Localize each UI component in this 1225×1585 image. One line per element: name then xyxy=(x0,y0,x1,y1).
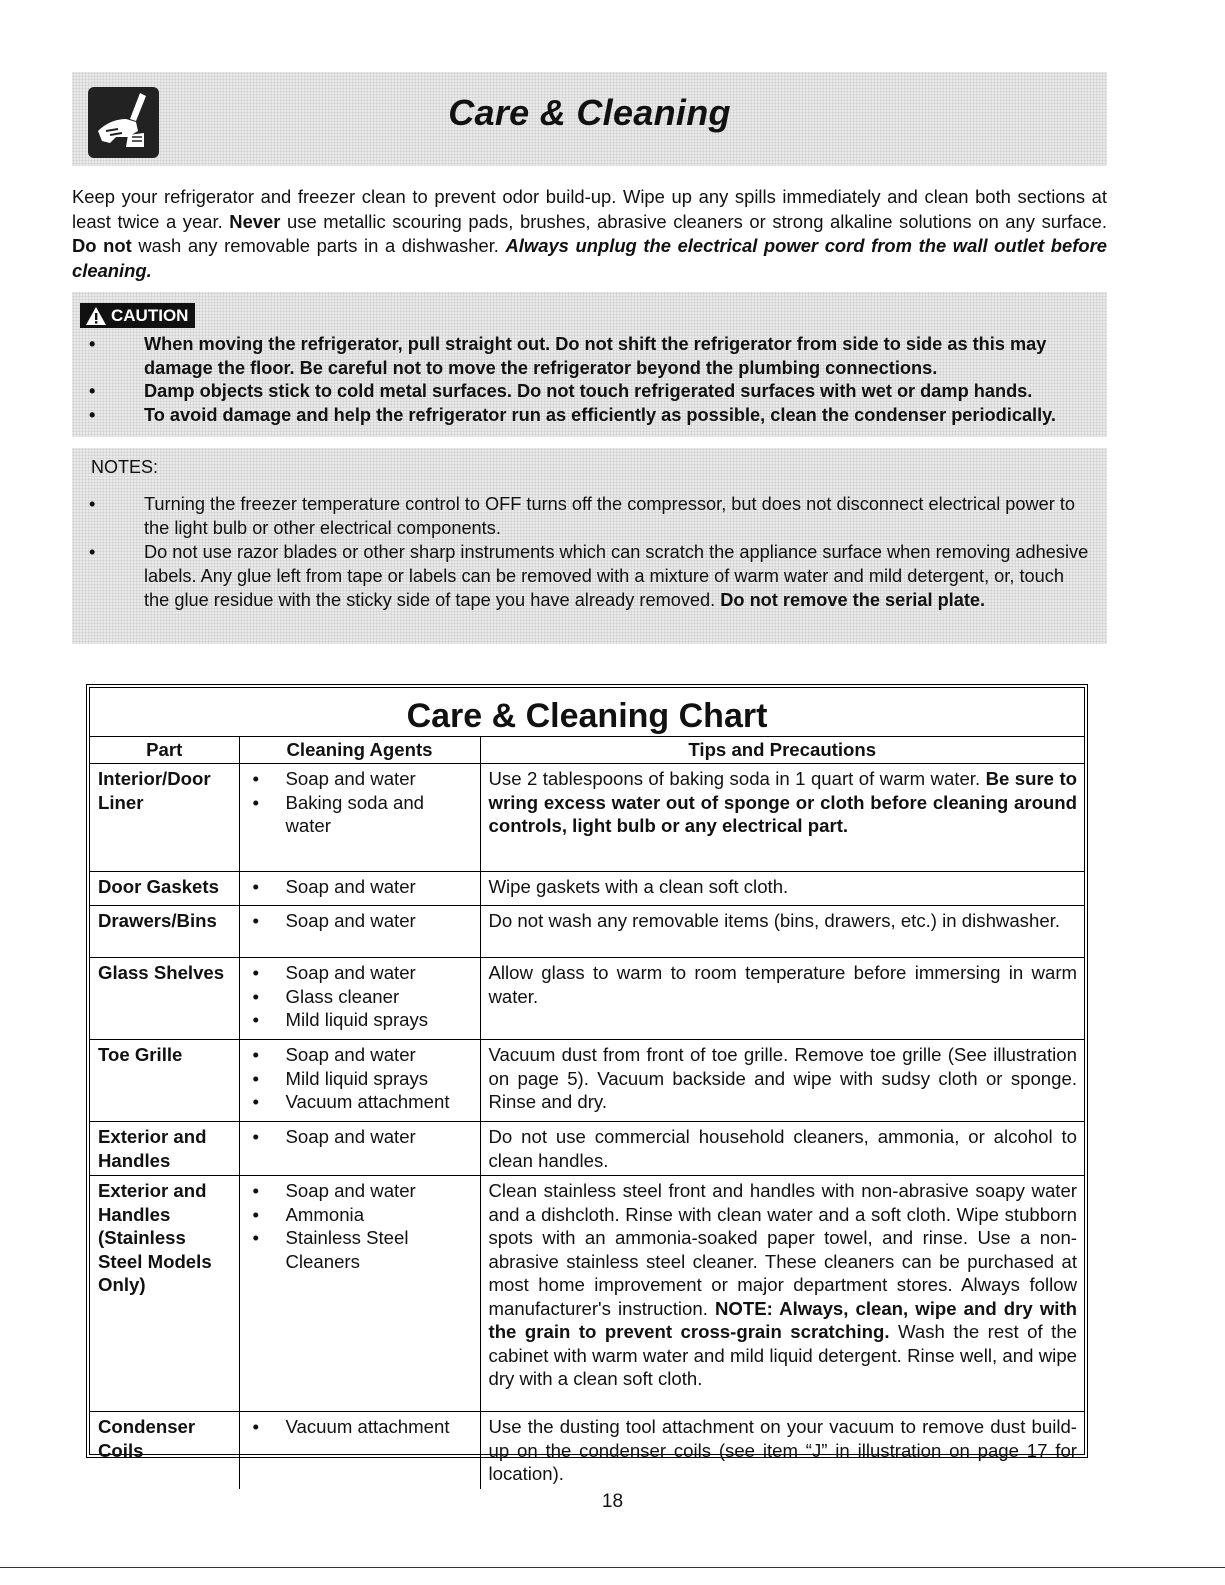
intro-unplug-warning: Always unplug the electrical power cord from the wall outlet before cleaning. xyxy=(72,235,1108,281)
table-row xyxy=(90,1122,1084,1176)
table-header-row xyxy=(90,737,1084,764)
table-row xyxy=(90,906,1084,958)
agent-item: • Vacuum attachment xyxy=(248,1415,473,1439)
agent-list xyxy=(248,875,473,899)
tips-text: Wash the rest of the cabinet with warm water and mild liquid detergent. Rinse well, and wipe dry with a clean soft cloth. xyxy=(488,1321,1077,1389)
column-header-tips: Tips and Precautions xyxy=(480,737,1084,764)
caution-item-text: To avoid damage and help the refrigerator run as efficiently as possible, clean the condenser periodically. xyxy=(144,404,1056,425)
agent-list xyxy=(248,909,473,933)
caution-item: • When moving the refrigerator, pull straight out. Do not shift the refrigerator from side to side as this may damage the floor. Be careful not to move the refrigerator beyond the plumbing connections. xyxy=(89,334,1047,378)
table-row xyxy=(90,958,1084,1040)
warning-triangle-icon xyxy=(85,306,107,326)
cell-tips xyxy=(480,1040,1084,1122)
cell-part: Exterior and Handles (Stainless Steel Models Only) xyxy=(90,1176,239,1412)
cell-cleaning-agents xyxy=(239,872,480,906)
cell-part: Condenser Coils xyxy=(90,1412,239,1489)
intro-text: wash any removable parts in a dishwasher. xyxy=(131,235,506,256)
agent-item: • Ammonia xyxy=(248,1203,473,1227)
page-title: Care & Cleaning xyxy=(448,92,731,133)
agent-item: • Soap and water xyxy=(248,1125,473,1149)
chart-title: Care & Cleaning Chart xyxy=(90,688,1084,737)
caution-item-text: Damp objects stick to cold metal surfaces. Do not touch refrigerated surfaces with wet or damp hands. xyxy=(144,381,1033,401)
agent-item: • Soap and water xyxy=(248,961,473,985)
notes-list xyxy=(72,492,1107,612)
bottom-rule xyxy=(0,1567,1225,1568)
agent-item: • Vacuum attachment xyxy=(248,1090,473,1114)
tips-text: Do not use commercial household cleaners, ammonia, or alcohol to clean handles. xyxy=(488,1126,1077,1171)
cell-tips xyxy=(480,872,1084,906)
notes-box xyxy=(72,448,1107,644)
note-item-text: Do not use razor blades or other sharp instruments which can scratch the appliance surface when removing adhesive labels. Any glue left from tape or labels can be removed with a mixture of warm water and mild detergent, or, touch the glue residue with the sticky side of tape you have already removed. xyxy=(144,542,1089,610)
table-row xyxy=(90,764,1084,872)
agent-list xyxy=(248,767,473,838)
cell-part: Toe Grille xyxy=(90,1040,239,1122)
agent-item: • Stainless Steel Cleaners xyxy=(248,1226,473,1273)
table-row xyxy=(90,1412,1084,1489)
agent-list xyxy=(248,961,473,1032)
caution-box xyxy=(72,292,1107,437)
chart-table-body xyxy=(90,764,1084,1489)
table-row xyxy=(90,1040,1084,1122)
cell-part: Exterior and Handles xyxy=(90,1122,239,1176)
agent-item: • Mild liquid sprays xyxy=(248,1067,473,1091)
cell-part: Drawers/Bins xyxy=(90,906,239,958)
cell-tips xyxy=(480,958,1084,1040)
agent-item: • Soap and water xyxy=(248,767,473,791)
cell-tips xyxy=(480,1122,1084,1176)
note-item: • Turning the freezer temperature control to OFF turns off the compressor, but does not disconnect electrical power to the light bulb or other electrical components. xyxy=(89,494,1076,538)
agent-item: • Baking soda and water xyxy=(248,791,473,838)
agent-item: • Soap and water xyxy=(248,1179,473,1203)
tips-text: Do not wash any removable items (bins, drawers, etc.) in dishwasher. xyxy=(488,910,1060,931)
caution-list xyxy=(72,333,1107,427)
notes-label: NOTES: xyxy=(91,457,159,477)
cell-cleaning-agents xyxy=(239,1412,480,1489)
note-item-bold: Do not remove the serial plate. xyxy=(720,590,986,610)
agent-list xyxy=(248,1179,473,1273)
agent-item: • Glass cleaner xyxy=(248,985,473,1009)
cell-cleaning-agents xyxy=(239,764,480,872)
note-item-text: Turning the freezer temperature control to OFF turns off the compressor, but does not disconnect electrical power to the light bulb or other electrical components. xyxy=(144,494,1076,538)
chart-table xyxy=(90,737,1084,1489)
intro-text: use metallic scouring pads, brushes, abrasive cleaners or strong alkaline solutions on any surface. xyxy=(280,210,1107,232)
cell-part: Glass Shelves xyxy=(90,958,239,1040)
caution-item-text: When moving the refrigerator, pull straight out. Do not shift the refrigerator from side to side as this may damage the floor. Be careful not to move the refrigerator beyond the plumbing connections. xyxy=(144,334,1047,378)
agent-item: • Mild liquid sprays xyxy=(248,1008,473,1032)
tips-text: Use the dusting tool attachment on your vacuum to remove dust build-up on the condenser coils (see item “J” in illustration on page 17 for location). xyxy=(488,1416,1077,1484)
header-banner xyxy=(72,72,1107,166)
table-row xyxy=(90,1176,1084,1412)
cell-tips xyxy=(480,906,1084,958)
cell-tips xyxy=(480,1176,1084,1412)
tips-bold-text: Be sure to wring excess water out of sponge or cloth before cleaning around controls, light bulb or any electrical part. xyxy=(488,768,1077,836)
tips-bold-text: NOTE: Always, clean, wipe and dry with the grain to prevent cross-grain scratching. xyxy=(488,1297,1077,1342)
caution-badge xyxy=(80,303,195,328)
cell-cleaning-agents xyxy=(239,1122,480,1176)
agent-list xyxy=(248,1125,473,1149)
intro-text: Keep your refrigerator and freezer clean to prevent odor build-up. Wipe up any spills immediately and clean both sections at least twice a year. xyxy=(72,186,1107,232)
agent-item: • Soap and water xyxy=(248,909,473,933)
tips-text: Wipe gaskets with a clean soft cloth. xyxy=(488,876,789,897)
cell-tips xyxy=(480,1412,1084,1489)
note-item: • Do not use razor blades or other sharp instruments which can scratch the appliance surface when removing adhesive labels. Any glue left from tape or labels can be removed with a mixture of warm water and mild detergent, or, touch the glue residue with the sticky side of tape you have already removed. Do not remove the serial plate. xyxy=(89,542,1089,610)
tips-text: Allow glass to warm to room temperature before immersing in warm water. xyxy=(488,962,1077,1007)
table-row xyxy=(90,872,1084,906)
cell-cleaning-agents xyxy=(239,906,480,958)
caution-label: CAUTION xyxy=(111,306,189,325)
intro-never: Never xyxy=(229,210,281,232)
cell-cleaning-agents xyxy=(239,958,480,1040)
column-header-agents: Cleaning Agents xyxy=(239,737,480,764)
cell-tips xyxy=(480,764,1084,872)
agent-list xyxy=(248,1043,473,1114)
caution-item: • Damp objects stick to cold metal surfaces. Do not touch refrigerated surfaces with wet or damp hands. xyxy=(89,381,1033,401)
cell-cleaning-agents xyxy=(239,1176,480,1412)
tips-text: Vacuum dust from front of toe grille. Remove toe grille (See illustration on page 5). Vacuum backside and wipe with sudsy cloth or sponge. Rinse and dry. xyxy=(488,1044,1077,1112)
cell-cleaning-agents xyxy=(239,1040,480,1122)
agent-item: • Soap and water xyxy=(248,875,473,899)
tips-text: Use 2 tablespoons of baking soda in 1 quart of warm water. xyxy=(488,768,986,789)
page-number: 18 xyxy=(601,1491,624,1512)
cell-part: Interior/Door Liner xyxy=(90,764,239,872)
intro-paragraph xyxy=(72,185,1107,283)
care-cleaning-chart xyxy=(86,684,1088,1484)
column-header-part: Part xyxy=(90,737,239,764)
agent-item: • Soap and water xyxy=(248,1043,473,1067)
intro-do-not: Do not xyxy=(72,235,132,256)
agent-list xyxy=(248,1415,473,1439)
cell-part: Door Gaskets xyxy=(90,872,239,906)
caution-item: • To avoid damage and help the refrigerator run as efficiently as possible, clean the condenser periodically. xyxy=(89,404,1056,425)
tips-text: Clean stainless steel front and handles with non-abrasive soapy water and a dishcloth. Rinse with clean water and a soft cloth. Wipe stubborn spots with an ammonia-soaked paper towel, and rinse. Use a non-abrasive stainless steel cleaner. These cleaners can be purchased at most home improvement or major department stores. Always follow manufacturer's instruction. xyxy=(488,1180,1077,1319)
